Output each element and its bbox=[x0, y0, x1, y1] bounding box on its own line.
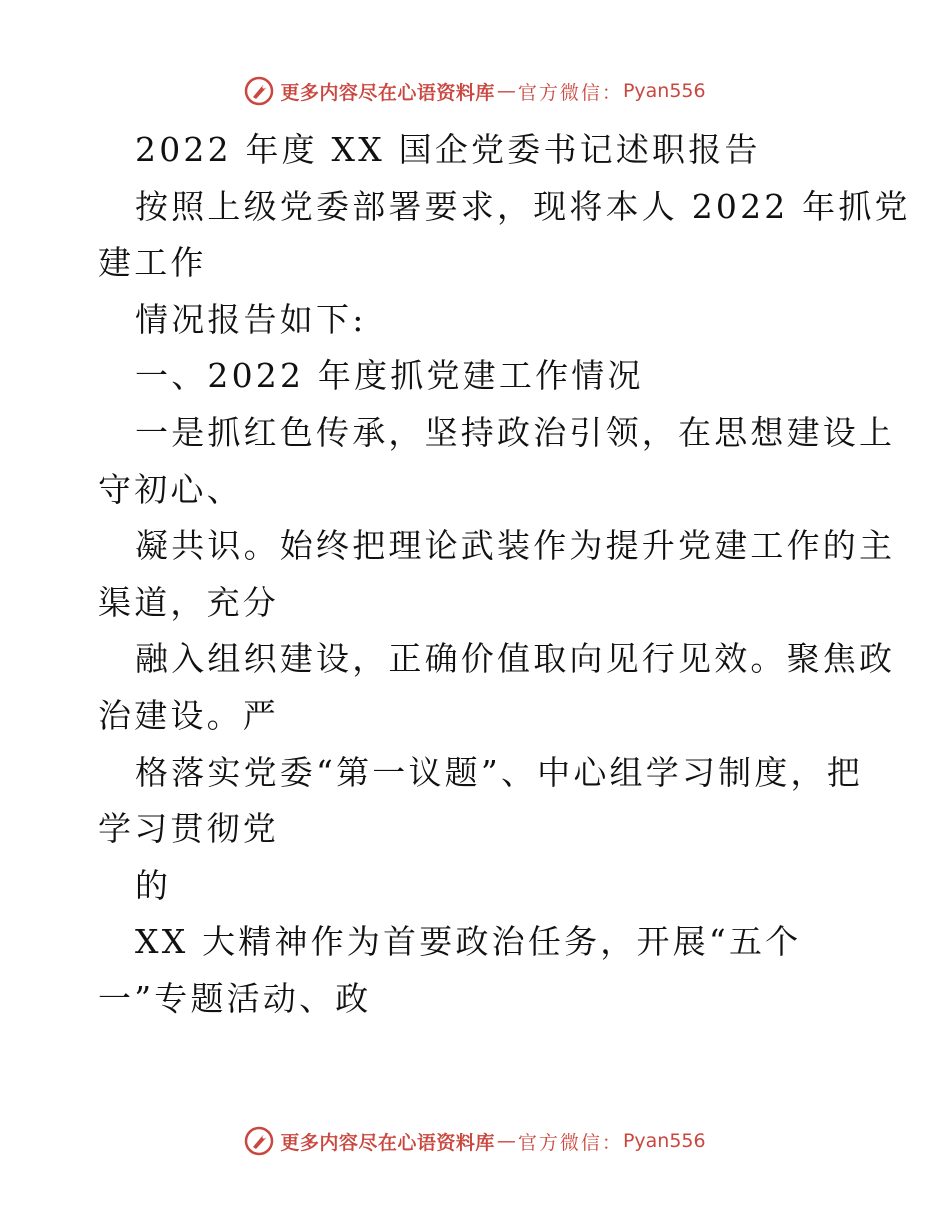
header-watermark bbox=[0, 71, 950, 111]
document-body bbox=[98, 122, 911, 1028]
footer-watermark bbox=[0, 1121, 950, 1161]
document-line: 的 bbox=[135, 865, 172, 905]
watermark-main-text: 更多内容尽在心语资料库 bbox=[280, 1131, 495, 1154]
document-line: 情况报告如下: bbox=[135, 299, 367, 339]
document-line: 一是抓红色传承，坚持政治引领，在思想建设上 bbox=[135, 412, 896, 452]
document-line: 一、2022 年度抓党建工作情况 bbox=[135, 356, 644, 396]
document-line: XX 大精神作为首要政治任务，开展“五个 bbox=[135, 922, 802, 962]
document-line: 2022 年度 XX 国企党委书记述职报告 bbox=[135, 130, 761, 169]
document-line: 建工作 bbox=[98, 243, 207, 283]
document-line: 治建设。严 bbox=[98, 695, 279, 735]
document-line: 学习贯彻党 bbox=[98, 809, 279, 849]
watermark-main-text: 更多内容尽在心语资料库 bbox=[280, 81, 495, 104]
document-line: 按照上级党委部署要求，现将本人 2022 年抓党 bbox=[135, 186, 911, 226]
watermark-dash: — bbox=[496, 1130, 516, 1152]
pen-nib-logo-icon bbox=[244, 76, 274, 106]
document-line: 融入组织建设，正确价值取向见行见效。聚焦政 bbox=[135, 639, 896, 679]
document-line: 渠道，充分 bbox=[98, 582, 279, 622]
document-line: 凝共识。始终把理论武装作为提升党建工作的主 bbox=[135, 526, 896, 566]
document-line: 守初心、 bbox=[98, 469, 243, 509]
watermark-wechat-id: Pyan556 bbox=[622, 80, 706, 102]
watermark-sub-text: 官方微信： bbox=[517, 81, 623, 104]
watermark-sub-text: 官方微信： bbox=[517, 1131, 623, 1154]
document-line: 一”专题活动、政 bbox=[98, 978, 372, 1018]
watermark-dash: — bbox=[496, 80, 516, 102]
document-line: 格落实党委“第一议题”、中心组学习制度，把 bbox=[135, 752, 863, 792]
watermark-wechat-id: Pyan556 bbox=[622, 1130, 706, 1152]
pen-nib-logo-icon bbox=[244, 1126, 274, 1156]
